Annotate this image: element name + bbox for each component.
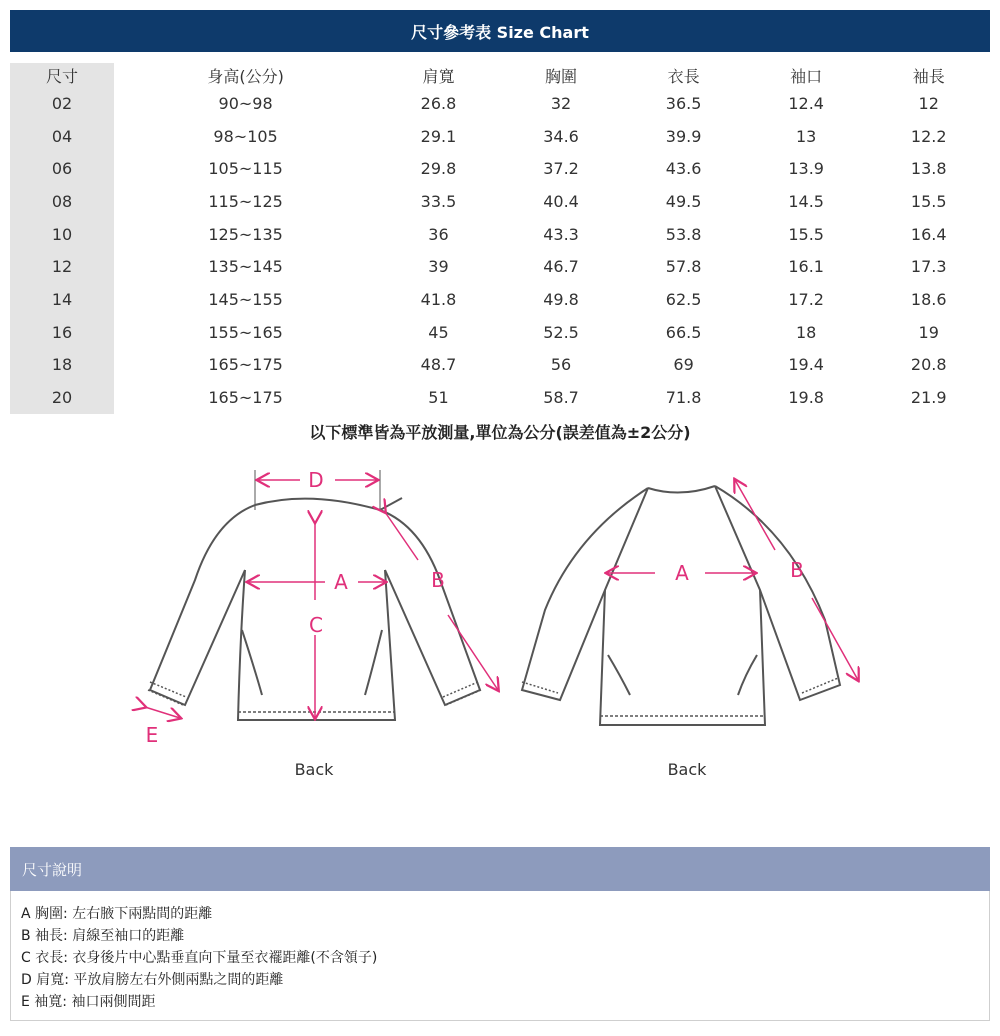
label-a-left: A (334, 570, 348, 594)
table-cell: 56 (550, 355, 572, 375)
size-chart-title: 尺寸參考表 Size Chart (411, 22, 589, 42)
table-cell: 34.6 (543, 126, 579, 146)
label-d: D (308, 468, 324, 492)
table-cell: 52.5 (543, 322, 579, 342)
table-cell: 98~105 (213, 126, 278, 146)
table-row (10, 120, 990, 153)
size-cell: 16 (10, 316, 114, 349)
table-cell: 53.8 (665, 224, 702, 244)
table-cell: 49.8 (543, 289, 579, 309)
size-cell: 20 (10, 381, 114, 414)
table-cell: 12 (918, 93, 939, 113)
table-cell: 155~165 (208, 322, 283, 342)
explanation-body (10, 891, 990, 1021)
size-cell: 12 (10, 250, 114, 283)
label-b-left: B (431, 568, 445, 592)
table-cell: 45 (428, 322, 449, 342)
table-cell: 145~155 (208, 289, 283, 309)
table-cell: 49.5 (665, 191, 702, 211)
label-a-right: A (675, 561, 689, 585)
explanation-title: 尺寸說明 (22, 860, 83, 879)
table-cell: 125~135 (208, 224, 283, 244)
measurement-note: 以下標準皆為平放測量,單位為公分(誤差值為±2公分) (309, 423, 691, 442)
table-cell: 105~115 (208, 159, 283, 179)
table-cell: 19.8 (788, 388, 824, 408)
table-cell: 57.8 (665, 257, 702, 277)
table-cell: 14.5 (788, 191, 824, 211)
column-header: 衣長 (667, 66, 700, 86)
explanation-item: B 袖長: 肩線至袖口的距離 (21, 928, 185, 944)
size-cell: 10 (10, 218, 114, 251)
label-b-right: B (790, 558, 804, 582)
table-cell: 40.4 (543, 191, 579, 211)
explanation-item: D 肩寬: 平放肩膀左右外側兩點之間的距離 (21, 972, 284, 988)
table-cell: 69 (673, 355, 694, 375)
column-header: 袖長 (912, 66, 945, 86)
right-caption: Back (667, 760, 707, 779)
table-cell: 19.4 (788, 355, 824, 375)
explanation-item: A 胸圍: 左右腋下兩點間的距離 (21, 906, 213, 922)
table-row (10, 316, 990, 349)
table-cell: 165~175 (208, 388, 283, 408)
column-header: 袖口 (790, 66, 823, 86)
table-cell: 39 (428, 257, 449, 277)
column-header: 身高(公分) (207, 66, 284, 86)
size-cell: 02 (10, 87, 114, 120)
table-cell: 36.5 (665, 93, 702, 113)
table-cell: 16.4 (910, 224, 947, 244)
table-cell: 32 (550, 93, 572, 113)
table-cell: 26.8 (420, 93, 457, 113)
table-cell: 43.3 (543, 224, 579, 244)
size-cell: 08 (10, 185, 114, 218)
table-cell: 29.8 (420, 159, 457, 179)
table-cell: 19 (918, 322, 939, 342)
table-cell: 21.9 (910, 388, 947, 408)
column-header: 尺寸 (10, 63, 114, 87)
table-cell: 39.9 (665, 126, 702, 146)
size-chart-header (10, 10, 990, 52)
table-cell: 37.2 (543, 159, 579, 179)
size-cell: 18 (10, 349, 114, 382)
explanation-item: E 袖寬: 袖口兩側間距 (21, 994, 156, 1010)
table-cell: 13.8 (910, 159, 947, 179)
table-cell: 18 (795, 322, 817, 342)
table-cell: 135~145 (208, 257, 283, 277)
table-cell: 115~125 (208, 191, 283, 211)
table-cell: 90~98 (218, 93, 273, 113)
table-row (10, 250, 990, 283)
column-header: 肩寬 (422, 66, 455, 86)
table-cell: 15.5 (788, 224, 824, 244)
table-cell: 51 (428, 388, 449, 408)
column-header: 胸圍 (545, 66, 578, 86)
table-row (10, 349, 990, 382)
table-row (10, 218, 990, 251)
table-row (10, 381, 990, 414)
table-cell: 33.5 (420, 191, 457, 211)
table-cell: 17.2 (788, 289, 824, 309)
table-cell: 41.8 (420, 289, 457, 309)
table-cell: 16.1 (788, 257, 824, 277)
table-cell: 46.7 (543, 257, 579, 277)
table-cell: 13.9 (788, 159, 824, 179)
table-cell: 62.5 (665, 289, 702, 309)
explanation-item: C 衣長: 衣身後片中心點垂直向下量至衣襬距離(不含領子) (21, 950, 378, 966)
table-cell: 66.5 (665, 322, 702, 342)
left-caption: Back (294, 760, 334, 779)
table-header-row (10, 63, 990, 87)
size-cell: 04 (10, 120, 114, 153)
right-shirt-drawing (522, 486, 840, 725)
size-cell: 14 (10, 283, 114, 316)
table-cell: 36 (428, 224, 449, 244)
table-row (10, 185, 990, 218)
table-cell: 48.7 (420, 355, 457, 375)
table-row (10, 283, 990, 316)
garment-diagram (0, 450, 1000, 790)
table-cell: 29.1 (420, 126, 457, 146)
size-cell: 06 (10, 152, 114, 185)
label-c: C (309, 613, 323, 637)
table-cell: 12.2 (910, 126, 947, 146)
table-cell: 18.6 (910, 289, 947, 309)
table-cell: 13 (795, 126, 817, 146)
table-cell: 12.4 (788, 93, 824, 113)
table-cell: 15.5 (910, 191, 947, 211)
right-measure-lines (607, 480, 858, 680)
size-table (10, 63, 990, 414)
table-cell: 165~175 (208, 355, 283, 375)
table-cell: 71.8 (665, 388, 702, 408)
label-e: E (145, 723, 159, 747)
table-row (10, 152, 990, 185)
table-cell: 20.8 (910, 355, 947, 375)
table-cell: 43.6 (665, 159, 702, 179)
explanation-header (10, 847, 990, 891)
table-cell: 17.3 (910, 257, 947, 277)
table-row (10, 87, 990, 120)
table-cell: 58.7 (543, 388, 579, 408)
